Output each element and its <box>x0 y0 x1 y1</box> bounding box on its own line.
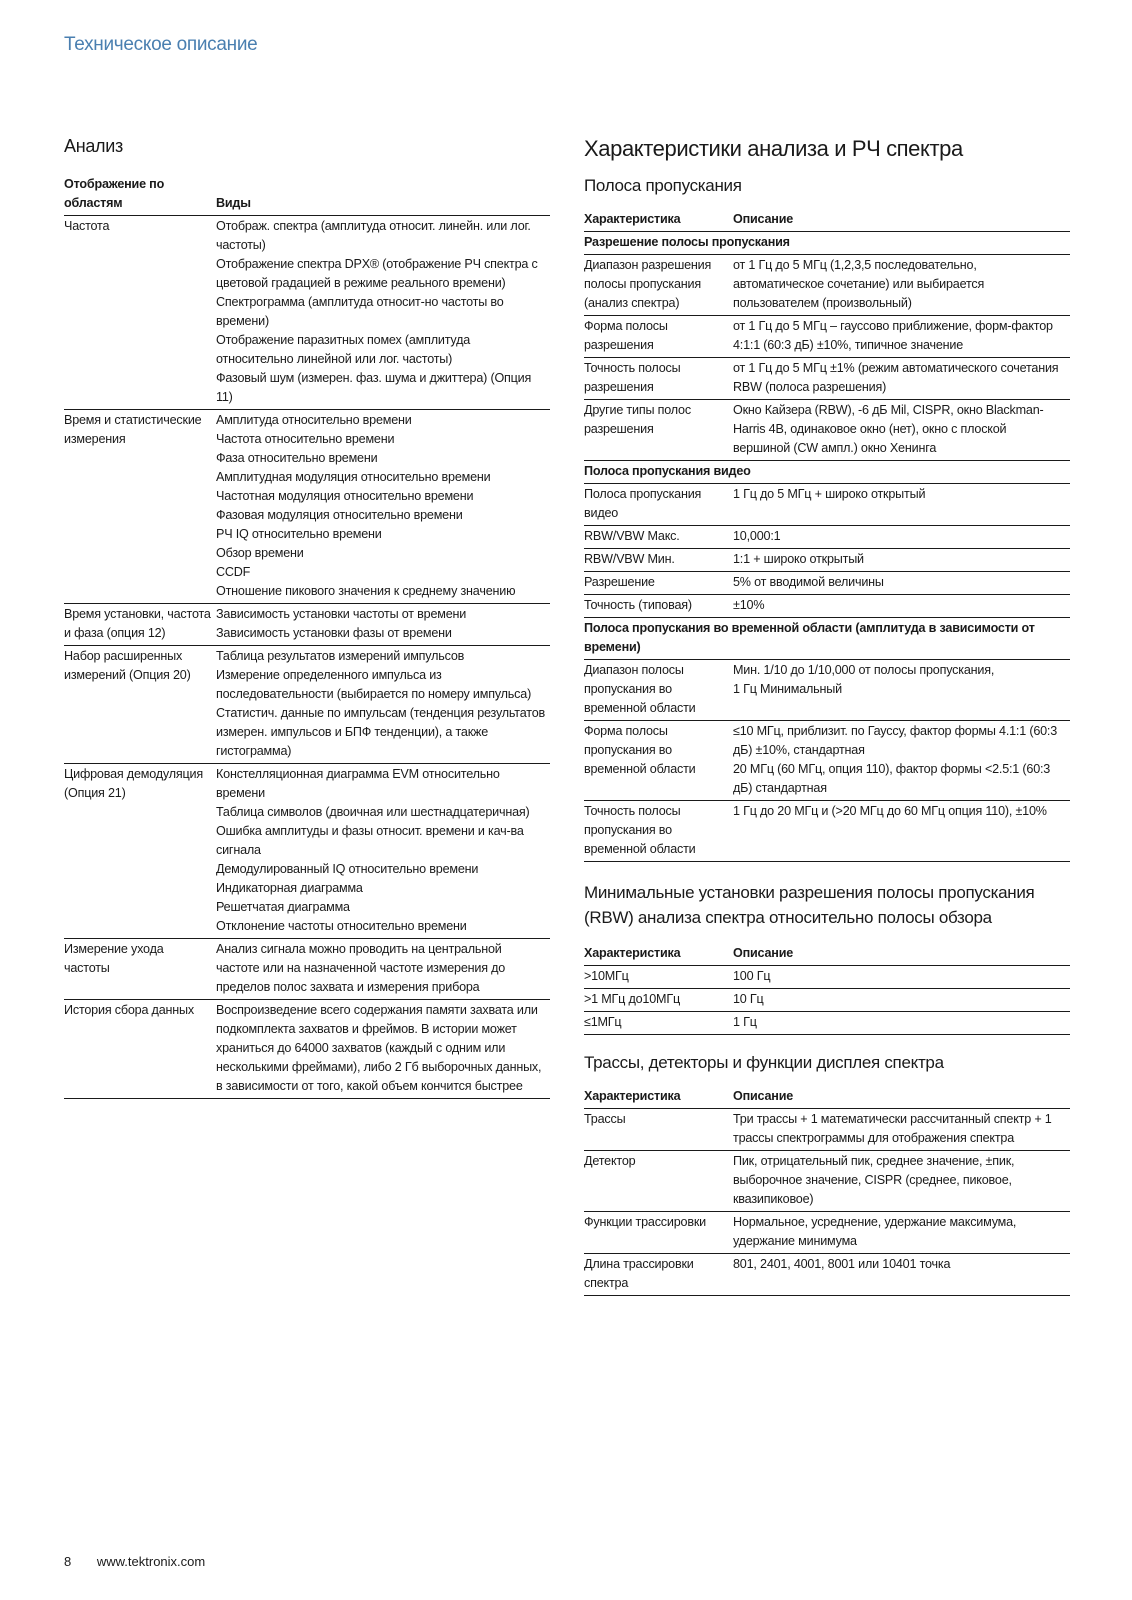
value-line: Мин. 1/10 до 1/10,000 от полосы пропускания, <box>733 663 995 677</box>
analysis-table-body <box>64 216 550 1099</box>
value-line: Амплитуда относительно времени <box>216 413 412 427</box>
row-label: Диапазон разрешения полосы пропускания (анализ спектра) <box>584 255 733 316</box>
value-line: Три трассы + 1 математически рассчитанный спектр + 1 трассы спектрограммы для отображения спектра <box>733 1112 1052 1145</box>
row-value <box>216 764 550 939</box>
row-label: >10МГц <box>584 966 733 989</box>
value-line: 1 Гц <box>733 1015 757 1029</box>
value-line: Фазовый шум (измерен. фаз. шума и джиттера) (Опция 11) <box>216 371 532 404</box>
table-row <box>584 1151 1070 1212</box>
rbw-settings-table <box>584 944 1070 1035</box>
value-line: Обзор времени <box>216 546 304 560</box>
value-line: Зависимость установки частоты от времени <box>216 607 467 621</box>
group-heading: Полоса пропускания видео <box>584 461 1070 484</box>
row-label: История сбора данных <box>64 1000 216 1099</box>
row-label: RBW/VBW Макс. <box>584 526 733 549</box>
row-label: Полоса пропускания видео <box>584 484 733 526</box>
value-line: 1:1 + широко открытый <box>733 552 864 566</box>
value-line: Отображ. спектра (амплитуда относит. линейн. или лог. частоты) <box>216 219 531 252</box>
table-group-row <box>584 618 1070 660</box>
value-line: Статистич. данные по импульсам (тенденция результатов измерен. импульсов и БПФ тенденции), а также гистограмма) <box>216 706 545 758</box>
row-label: Функции трассировки <box>584 1212 733 1254</box>
row-label: Точность (типовая) <box>584 595 733 618</box>
value-line: 100 Гц <box>733 969 771 983</box>
row-value <box>216 646 550 764</box>
bandwidth-subtitle: Полоса пропускания <box>584 176 742 195</box>
value-line: Фаза относительно времени <box>216 451 378 465</box>
table-row <box>64 410 550 604</box>
value-line: 10 Гц <box>733 992 764 1006</box>
value-line: от 1 Гц до 5 МГц – гауссово приближение, форм-фактор 4:1:1 (60:3 дБ) ±10%, типичное значение <box>733 319 1053 352</box>
bandwidth-table-body <box>584 232 1070 862</box>
group-heading: Разрешение полосы пропускания <box>584 232 1070 255</box>
table-header-row <box>584 1087 1070 1109</box>
row-label: Точность полосы пропускания во временной области <box>584 801 733 862</box>
value-line: 1 Гц до 20 МГц и (>20 МГц до 60 МГц опция 110), ±10% <box>733 804 1047 818</box>
column-header: Характеристика <box>584 210 733 232</box>
table-row <box>64 216 550 410</box>
row-value <box>216 939 550 1000</box>
table-row <box>584 595 1070 618</box>
value-line: 801, 2401, 4001, 8001 или 10401 точка <box>733 1257 951 1271</box>
row-value <box>733 1012 1070 1035</box>
value-line: Спектрограмма (амплитуда относит-но частоты во времени) <box>216 295 504 328</box>
row-label: Частота <box>64 216 216 410</box>
row-value <box>733 484 1070 526</box>
footer-url: www.tektronix.com <box>96 1554 206 1569</box>
row-label: Форма полосы разрешения <box>584 316 733 358</box>
row-value <box>733 721 1070 801</box>
column-header: Отображение по областям <box>64 175 216 216</box>
value-line: Отображение паразитных помех (амплитуда относительно линейной или лог. частоты) <box>216 333 471 366</box>
row-label: Форма полосы пропускания во временной области <box>584 721 733 801</box>
rbw-settings-subtitle: Минимальные установки разрешения полосы пропускания (RBW) анализа спектра относительно полосы обзора <box>584 883 1035 927</box>
value-line: 5% от вводимой величины <box>733 575 884 589</box>
table-row <box>584 316 1070 358</box>
column-header: Характеристика <box>584 1087 733 1109</box>
value-line: CCDF <box>216 565 251 579</box>
value-line: Таблица символов (двоичная или шестнадцатеричная) <box>216 805 530 819</box>
value-line: Отношение пикового значения к среднему значению <box>216 584 516 598</box>
value-line: Ошибка амплитуды и фазы относит. времени и кач-ва сигнала <box>216 824 524 857</box>
page-footer <box>64 1554 205 1569</box>
left-column <box>64 136 550 1099</box>
column-header: Описание <box>733 944 1070 966</box>
table-row <box>584 1012 1070 1035</box>
row-value <box>733 526 1070 549</box>
value-line: Анализ сигнала можно проводить на центральной частоте или на назначенной частоте измерения до пределов полос захвата и измерения прибора <box>216 942 506 994</box>
row-value <box>733 1151 1070 1212</box>
table-row <box>584 801 1070 862</box>
row-label: >1 МГц до10МГц <box>584 989 733 1012</box>
row-label: Разрешение <box>584 572 733 595</box>
value-line: Нормальное, усреднение, удержание максимума, удержание минимума <box>733 1215 1017 1248</box>
row-value <box>216 1000 550 1099</box>
row-value <box>733 1254 1070 1296</box>
table-row <box>584 1254 1070 1296</box>
table-row <box>584 484 1070 526</box>
row-label: Трассы <box>584 1109 733 1151</box>
row-value <box>733 400 1070 461</box>
row-value <box>733 572 1070 595</box>
table-row <box>64 939 550 1000</box>
table-row <box>64 604 550 646</box>
row-value <box>733 989 1070 1012</box>
row-value <box>733 660 1070 721</box>
value-line: от 1 Гц до 5 МГц ±1% (режим автоматического сочетания RBW (полоса разрешения) <box>733 361 1059 394</box>
analysis-section-title: Анализ <box>64 136 123 156</box>
value-line: Пик, отрицательный пик, среднее значение, ±пик, выборочное значение, CISPR (среднее, пиковое, квазипиковое) <box>733 1154 1015 1206</box>
row-value <box>733 549 1070 572</box>
group-heading: Полоса пропускания во временной области (амплитуда в зависимости от времени) <box>584 618 1070 660</box>
table-row <box>584 549 1070 572</box>
row-label: Цифровая демодуляция (Опция 21) <box>64 764 216 939</box>
row-label: Измерение ухода частоты <box>64 939 216 1000</box>
value-line: Частота относительно времени <box>216 432 395 446</box>
table-row <box>584 660 1070 721</box>
table-row <box>584 572 1070 595</box>
column-header: Характеристика <box>584 944 733 966</box>
value-line: Отображение спектра DPX® (отображение РЧ спектра с цветовой градацией в режиме реального времени) <box>216 257 538 290</box>
value-line: РЧ IQ относительно времени <box>216 527 382 541</box>
table-row <box>584 966 1070 989</box>
column-header: Описание <box>733 1087 1070 1109</box>
table-row <box>584 1212 1070 1254</box>
analysis-table <box>64 175 550 1099</box>
row-value <box>733 1109 1070 1151</box>
row-label: Длина трассировки спектра <box>584 1254 733 1296</box>
value-line: Зависимость установки фазы от времени <box>216 626 452 640</box>
table-group-row <box>584 461 1070 484</box>
value-line: Констелляционная диаграмма EVM относительно времени <box>216 767 500 800</box>
table-group-row <box>584 232 1070 255</box>
value-line: 10,000:1 <box>733 529 781 543</box>
bandwidth-table <box>584 210 1070 862</box>
right-column <box>584 136 1070 1296</box>
row-value <box>733 1212 1070 1254</box>
row-label: Набор расширенных измерений (Опция 20) <box>64 646 216 764</box>
value-line: Фазовая модуляция относительно времени <box>216 508 463 522</box>
table-row <box>584 989 1070 1012</box>
table-row <box>584 721 1070 801</box>
table-row <box>584 526 1070 549</box>
column-header: Описание <box>733 210 1070 232</box>
table-row <box>64 646 550 764</box>
table-row <box>64 764 550 939</box>
table-header-row <box>584 210 1070 232</box>
value-line: ≤10 МГц, приблизит. по Гауссу, фактор формы 4.1:1 (60:3 дБ) ±10%, стандартная <box>733 724 1058 757</box>
value-line: Таблица результатов измерений импульсов <box>216 649 465 663</box>
row-value <box>733 316 1070 358</box>
traces-table-body <box>584 1109 1070 1296</box>
row-label: Другие типы полос разрешения <box>584 400 733 461</box>
row-label: Детектор <box>584 1151 733 1212</box>
row-value <box>733 595 1070 618</box>
table-row <box>584 1109 1070 1151</box>
value-line: 1 Гц до 5 МГц + широко открытый <box>733 487 926 501</box>
table-row <box>584 358 1070 400</box>
rf-analysis-title: Характеристики анализа и РЧ спектра <box>584 136 963 161</box>
row-label: Время установки, частота и фаза (опция 12) <box>64 604 216 646</box>
row-label: ≤1МГц <box>584 1012 733 1035</box>
value-line: Воспроизведение всего содержания памяти захвата или подкомплекта захватов и фреймов. В истории может храниться до 64000 захватов (каждый с одним или несколькими фреймами), либо 2 Гб выборочных данных, в зависимости от того, какой объем кончится быстрее <box>216 1003 542 1093</box>
traces-table <box>584 1087 1070 1296</box>
value-line: Окно Кайзера (RBW), -6 дБ Mil, CISPR, окно Blackman-Harris 4B, одинаковое окно (нет), окно с плоской вершиной (CW ампл.) окно Хенинга <box>733 403 1044 455</box>
document-header-title: Техническое описание <box>64 34 258 55</box>
row-value <box>733 966 1070 989</box>
row-value <box>216 604 550 646</box>
table-row <box>584 255 1070 316</box>
row-value <box>733 358 1070 400</box>
row-label: RBW/VBW Мин. <box>584 549 733 572</box>
value-line: ±10% <box>733 598 765 612</box>
value-line: Амплитудная модуляция относительно времени <box>216 470 491 484</box>
value-line: Демодулированный IQ относительно времени <box>216 862 479 876</box>
row-label: Диапазон полосы пропускания во временной области <box>584 660 733 721</box>
row-label: Точность полосы разрешения <box>584 358 733 400</box>
table-row <box>584 400 1070 461</box>
row-value <box>216 216 550 410</box>
value-line: Отклонение частоты относительно времени <box>216 919 467 933</box>
value-line: 1 Гц Минимальный <box>733 682 842 696</box>
value-line: от 1 Гц до 5 МГц (1,2,3,5 последовательно, автоматическое сочетание) или выбирается пользователем (произвольный) <box>733 258 985 310</box>
value-line: Измерение определенного импульса из последовательности (выбирается по номеру импульса) <box>216 668 532 701</box>
column-header: Виды <box>216 175 550 216</box>
value-line: Индикаторная диаграмма <box>216 881 363 895</box>
table-header-row <box>64 175 550 216</box>
row-label: Время и статистические измерения <box>64 410 216 604</box>
row-value <box>216 410 550 604</box>
value-line: Решетчатая диаграмма <box>216 900 350 914</box>
value-line: 20 МГц (60 МГц, опция 110), фактор формы <2.5:1 (60:3 дБ) стандартная <box>733 762 1051 795</box>
table-header-row <box>584 944 1070 966</box>
page-number: 8 <box>64 1554 72 1569</box>
traces-subtitle: Трассы, детекторы и функции дисплея спектра <box>584 1053 944 1072</box>
value-line: Частотная модуляция относительно времени <box>216 489 474 503</box>
row-value <box>733 801 1070 862</box>
row-value <box>733 255 1070 316</box>
rbw-settings-table-body <box>584 966 1070 1035</box>
table-row <box>64 1000 550 1099</box>
